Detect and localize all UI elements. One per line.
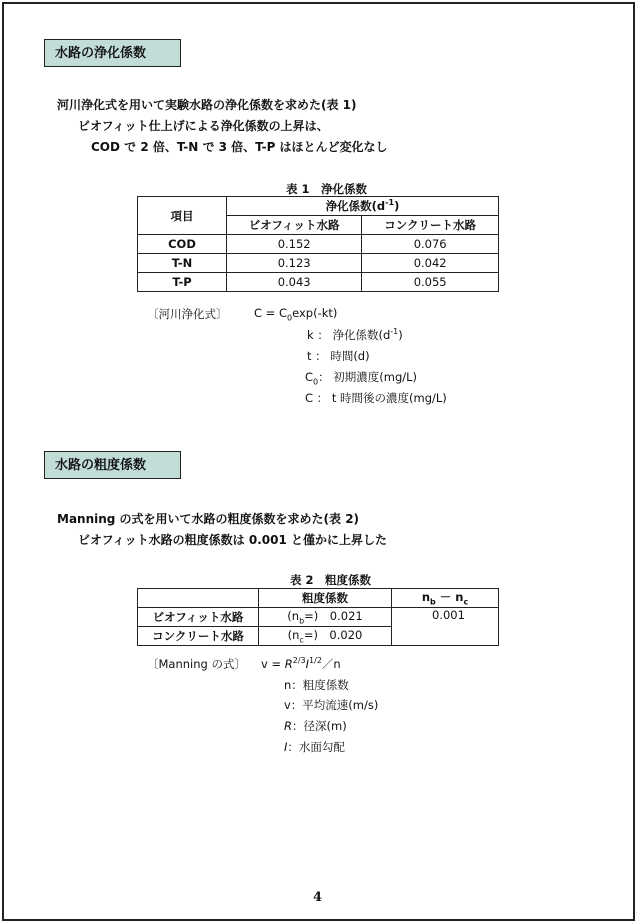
table2-cell-concrete: $(n_c=)$ 0.020 <box>259 627 392 646</box>
table1-row-label: T-P <box>138 273 227 292</box>
table-row <box>138 254 499 273</box>
table1-header-bio: ビオフィット水路 <box>227 216 362 235</box>
section2-line1: Manning の式を用いて水路の粗度係数を求めた(表 2) <box>57 512 360 526</box>
table2-cell-bio: $(n_b=)$ 0.021 <box>259 608 392 627</box>
formula2: $v = R^{2/3}I^{1/2}/n$ <box>261 656 341 671</box>
table2-cell-diff: 0.001 <box>392 608 499 646</box>
section-heading-roughness: 水路の粗度係数 <box>44 451 181 479</box>
def-t: t ： 時間(d) <box>307 349 370 363</box>
section1-line2: ビオフィット仕上げによる浄化係数の上昇は、 <box>78 119 329 133</box>
table1-cell: 0.152 <box>227 235 362 254</box>
table2-caption: 表 2 粗度係数 <box>290 573 372 587</box>
section-heading-purification: 水路の浄化係数 <box>44 39 181 67</box>
table1-header-group: 浄化係数$(d^{-1})$ <box>227 197 499 216</box>
section2-line2: ビオフィット水路の粗度係数は 0.001 と僅かに上昇した <box>78 533 387 547</box>
formula1: $C = C_0\exp(-kt)$ <box>254 306 338 323</box>
table2-row-label-bio: ビオフィット水路 <box>138 608 259 627</box>
table2-header-roughness: 粗度係数 <box>259 589 392 608</box>
table1-cell: 0.042 <box>362 254 499 273</box>
def-R: R：径深(m) <box>284 719 347 733</box>
table-row <box>138 235 499 254</box>
table2-header-empty <box>138 589 259 608</box>
table-row <box>138 608 499 627</box>
table1-row-label: T-N <box>138 254 227 273</box>
def-c: C ： t 時間後の濃度(mg/L) <box>305 391 447 405</box>
table1-cell: 0.055 <box>362 273 499 292</box>
table2 <box>137 588 499 646</box>
def-v: v：平均流速(m/s) <box>284 698 379 712</box>
table1-cell: 0.076 <box>362 235 499 254</box>
section1-line1: 河川浄化式を用いて実験水路の浄化係数を求めた(表 1) <box>57 98 357 112</box>
table1-caption: 表 1 浄化係数 <box>286 182 368 196</box>
def-c0: $C_0$： 初期濃度(mg/L) <box>305 370 418 387</box>
table2-row-label-concrete: コンクリート水路 <box>138 627 259 646</box>
def-n: n：粗度係数 <box>284 678 349 692</box>
table-row <box>138 273 499 292</box>
def-I: I：水面勾配 <box>284 740 345 754</box>
formula2-label: 〔Manning の式〕 <box>147 657 246 671</box>
page-number: 4 <box>312 890 323 905</box>
table1-cell: 0.123 <box>227 254 362 273</box>
formula1-label: 〔河川浄化式〕 <box>147 307 228 321</box>
table1 <box>137 196 499 292</box>
table1-cell: 0.043 <box>227 273 362 292</box>
table2-header-diff: $n_b - n_c$ <box>392 589 499 608</box>
def-k: k ： 浄化係数$(d^{-1})$ <box>307 327 403 342</box>
table1-row-label: COD <box>138 235 227 254</box>
table1-header-item: 項目 <box>138 197 227 235</box>
section1-line3: COD で 2 倍、T-N で 3 倍、T-P はほとんど変化なし <box>91 140 388 154</box>
table1-header-concrete: コンクリート水路 <box>362 216 499 235</box>
